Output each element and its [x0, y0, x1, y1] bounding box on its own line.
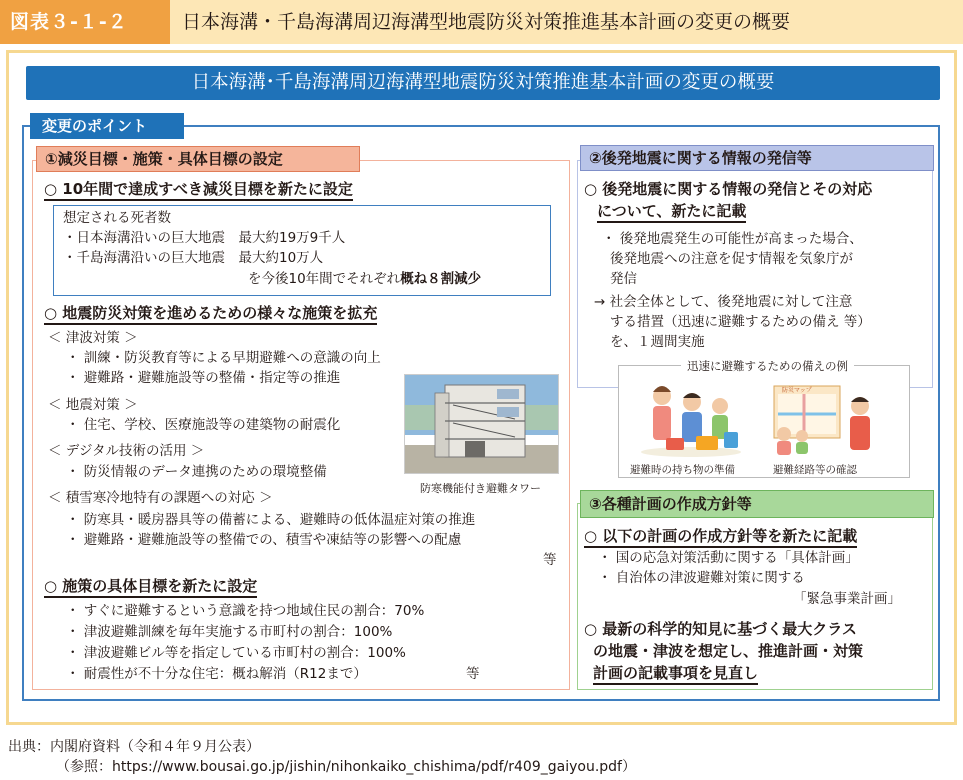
section-measures-title: ○ 地震防災対策を進めるための様々な施策を拡充	[44, 304, 377, 325]
tsunami-heading: ＜ 津波対策 ＞	[48, 330, 138, 346]
aftershock-body: する措置（迅速に避難するための備え 等）	[610, 314, 871, 330]
latest-knowledge-title: の地震・津波を想定し、推進計画・対策	[593, 642, 864, 660]
list-item: ・ すぐに避難するという意識を持つ地域住民の割合：70%	[66, 603, 425, 619]
panel-plan-guidelines-tab: ③各種計画の作成方針等	[580, 490, 934, 518]
aftershock-body: → 社会全体として、後発地震に対して注意	[594, 294, 853, 310]
plan-guidelines-title: ○ 以下の計画の作成方針等を新たに記載	[584, 527, 857, 548]
list-item: ・ 自治体の津波避難対策に関する	[598, 570, 805, 586]
cold-heading: ＜ 積雪寒冷地特有の課題への対応 ＞	[48, 490, 273, 506]
aftershock-title: ○ 後発地震に関する情報の発信とその対応	[584, 180, 873, 198]
evacuation-tower-photo	[404, 374, 559, 474]
aftershock-body: 発信	[610, 271, 637, 287]
aftershock-body: を、１週間実施	[610, 334, 705, 350]
list-item-tail: 等	[466, 666, 480, 682]
source-line: 出典：内閣府資料（令和４年９月公表）	[8, 739, 260, 755]
target-reduction-prefix: を今後10年間でそれぞれ	[248, 271, 401, 287]
list-item: ・ 避難路・避難施設等の整備での、積雪や凍結等の影響への配慮	[66, 532, 462, 548]
map-label: 防災マップ	[782, 387, 812, 394]
panel-reduction-targets-tab: ①減災目標・施策・具体目標の設定	[36, 146, 360, 172]
list-item: 「緊急事業計画」	[793, 591, 901, 607]
main-banner: 日本海溝･千島海溝周辺海溝型地震防災対策推進基本計画の変更の概要	[26, 66, 940, 100]
target-reduction-value: 概ね８割減少	[400, 271, 482, 287]
photo-caption: 防寒機能付き避難タワー	[420, 482, 541, 495]
change-points-tab: 変更のポイント	[30, 113, 184, 139]
list-item: ・ 防災情報のデータ連携のための環境整備	[66, 464, 327, 480]
target-line: ・日本海溝沿いの巨大地震 最大約19万9千人	[63, 230, 346, 246]
preparation-examples-title: 迅速に避難するための備えの例	[681, 358, 854, 374]
list-item: ・ 避難路・避難施設等の整備・指定等の推進	[66, 370, 341, 386]
map-illustration	[764, 380, 884, 458]
panel-aftershock-info-tab: ②後発地震に関する情報の発信等	[580, 145, 934, 171]
figure-header	[0, 0, 963, 44]
list-item: ・ 住宅、学校、医療施設等の建築物の耐震化	[66, 417, 341, 433]
list-item-tail: 等	[543, 552, 557, 568]
section-specific-goals-title: ○ 施策の具体目標を新たに設定	[44, 577, 257, 598]
aftershock-body: ・ 後発地震発生の可能性が高まった場合、	[602, 231, 863, 247]
list-item: ・ 国の応急対策活動に関する「具体計画」	[598, 550, 859, 566]
section-reduction-goal-title: ○ 10年間で達成すべき減災目標を新たに設定	[44, 180, 353, 201]
target-line: ・千島海溝沿いの巨大地震 最大約10万人	[63, 250, 324, 266]
list-item: ・ 訓練・防災教育等による早期避難への意識の向上	[66, 350, 381, 366]
list-item: ・ 津波避難ビル等を指定している市町村の割合：100%	[66, 645, 406, 661]
list-item: ・ 津波避難訓練を毎年実施する市町村の割合：100%	[66, 624, 393, 640]
latest-knowledge-title: 計画の記載事項を見直し	[593, 664, 758, 685]
source-url: （参照：https://www.bousai.go.jp/jishin/nihonkaiko_chishima/pdf/r409_gaiyou.pdf）	[56, 759, 636, 775]
list-item: ・ 耐震性が不十分な住宅：概ね解消（R12まで）	[66, 666, 367, 682]
target-line	[248, 271, 481, 288]
figure-label: 図表３-１-２	[0, 0, 170, 44]
example-caption: 避難経路等の確認	[773, 464, 857, 476]
quake-heading: ＜ 地震対策 ＞	[48, 397, 138, 413]
list-item: ・ 防寒具・暖房器具等の備蓄による、避難時の低体温症対策の推進	[66, 512, 476, 528]
digital-heading: ＜ デジタル技術の活用 ＞	[48, 443, 205, 459]
figure-title: 日本海溝・千島海溝周辺海溝型地震防災対策推進基本計画の変更の概要	[182, 11, 791, 33]
family-illustration	[636, 380, 746, 458]
example-caption: 避難時の持ち物の準備	[630, 464, 735, 476]
aftershock-title: について、新たに記載	[597, 202, 746, 223]
aftershock-body: 後発地震への注意を促す情報を気象庁が	[610, 251, 853, 267]
target-line: 想定される死者数	[63, 210, 171, 226]
latest-knowledge-title: ○ 最新の科学的知見に基づく最大クラス	[584, 620, 857, 638]
